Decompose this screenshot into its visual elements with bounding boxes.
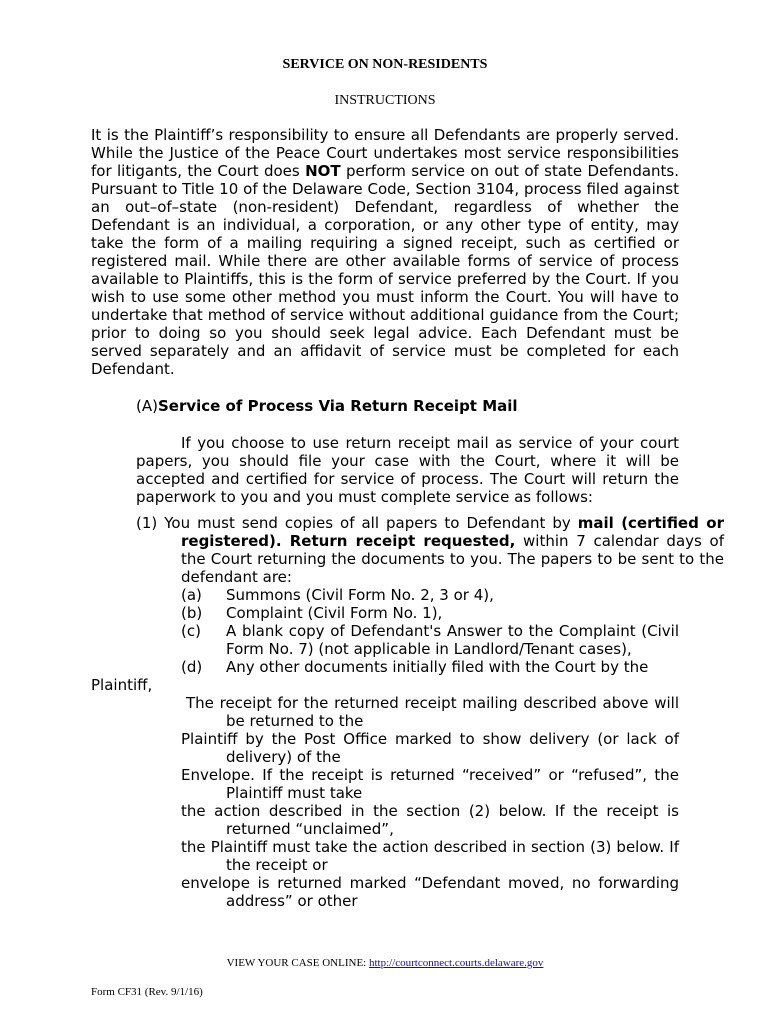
subitem-text: Summons (Civil Form No. 2, 3 or 4),	[226, 586, 494, 604]
list-item-1	[136, 514, 724, 586]
subitem-text: Any other documents initially filed with the Court by the	[226, 658, 649, 676]
subitem-label: (b)	[181, 604, 203, 622]
subitem-label: (d)	[181, 658, 203, 676]
item1-bold: mail (certified or registered). Return receipt requested,	[181, 514, 724, 550]
intro-bold-not: NOT	[305, 162, 341, 180]
document-subtitle: INSTRUCTIONS	[334, 93, 436, 108]
item1-text-1: (1) You must send copies of all papers to Defendant by	[136, 514, 578, 532]
intro-paragraph	[91, 126, 679, 378]
subitem-label: (a)	[181, 586, 202, 604]
receipt-paragraph	[181, 694, 679, 910]
footer	[0, 957, 770, 969]
form-number: Form CF31 (Rev. 9/1/16)	[91, 986, 203, 998]
item1-text-2: within 7 calendar days of the Court returning the documents to you. The papers to be sent to the defendant are:	[181, 532, 725, 586]
receipt-line: the action described in the section (2) below. If the receipt is returned “unclaimed”,	[181, 802, 679, 838]
footer-label: VIEW YOUR CASE ONLINE:	[226, 957, 369, 969]
subitem-text: Complaint (Civil Form No. 1),	[226, 604, 443, 622]
receipt-line: envelope is returned marked “Defendant moved, no forwarding address” or other	[181, 874, 679, 910]
subitem-b	[181, 604, 679, 622]
intro-text-1: It is the Plaintiff’s responsibility to ensure all Defendants are properly served. While the Justice of the Peace Court undertakes most service responsibilities for litigants, the Court does	[91, 126, 679, 180]
receipt-line: the Plaintiff must take the action described in section (3) below. If the receipt or	[181, 838, 679, 874]
receipt-line: The receipt for the returned receipt mailing described above will be returned to the	[186, 694, 679, 730]
subitem-d	[181, 658, 679, 676]
subitem-a	[181, 586, 679, 604]
subitem-text: A blank copy of Defendant's Answer to the Complaint (Civil Form No. 7) (not applicable in Landlord/Tenant cases),	[226, 622, 679, 658]
subitem-c	[181, 622, 679, 658]
document-title: SERVICE ON NON-RESIDENTS	[282, 57, 488, 72]
section-a-paragraph-text: If you choose to use return receipt mail as service of your court papers, you should file your case with the Court, where it will be accepted and certified for service of process. The Court will return the paperwork to you and you must complete service as follows:	[136, 434, 679, 506]
case-online-link[interactable]: http://courtconnect.courts.delaware.gov	[368, 957, 544, 969]
receipt-line: Plaintiff by the Post Office marked to show delivery (or lack of delivery) of the	[181, 730, 679, 766]
section-a-title: Service of Process Via Return Receipt Mail	[157, 397, 518, 415]
receipt-line: Envelope. If the receipt is returned “received” or “refused”, the Plaintiff must take	[181, 766, 679, 802]
plaintiff-line: Plaintiff,	[91, 676, 153, 694]
section-a-paragraph	[136, 434, 679, 506]
section-a-heading	[136, 397, 518, 415]
intro-text-2: perform service on out of state Defendants. Pursuant to Title 10 of the Delaware Code, Section 3104, process filed against an out–of–state (non-resident) Defendant, regardless of whether the Defendant is an individual, a corporation, or any other type of entity, may take the form of a mailing requiring a signed receipt, such as certified or registered mail. While there are other available forms of service of process available to Plaintiffs, this is the form of service preferred by the Court. If you wish to use some other method you must inform the Court. You will have to undertake that method of service without additional guidance from the Court; prior to doing so you should seek legal advice. Each Defendant must be served separately and an affidavit of service must be completed for each Defendant.	[91, 162, 679, 378]
section-a-label: (A)	[136, 397, 158, 415]
subitem-label: (c)	[181, 622, 201, 640]
